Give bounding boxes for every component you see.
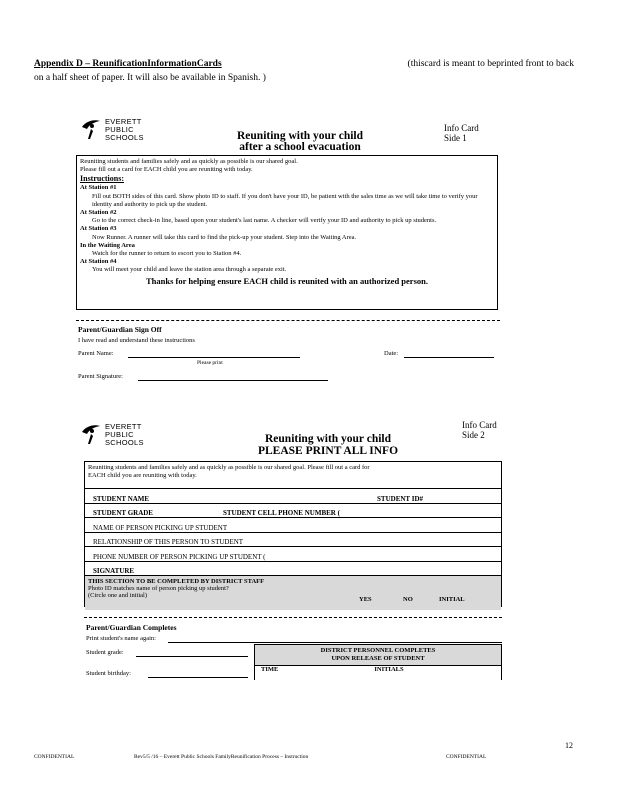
- cut-line-2: [84, 617, 502, 618]
- initials-field[interactable]: INITIALS: [374, 666, 404, 673]
- relationship-row[interactable]: [85, 533, 501, 548]
- eps-logo: [80, 117, 144, 143]
- footer-right: CONFIDENTIAL: [446, 754, 487, 760]
- student-grade-label-2: Student grade:: [86, 649, 124, 656]
- parent-name-label: Parent Name:: [78, 350, 114, 357]
- station4-heading: At Station #4: [80, 258, 117, 266]
- card2-side-label: Info Card Side 2: [462, 420, 497, 440]
- logo-text-1: EVERETT: [105, 422, 142, 431]
- card1-side-label: Info Card Side 1: [444, 123, 479, 143]
- card2-title: Reuniting with your child PLEASE PRINT ALL INFO: [257, 433, 399, 457]
- student-birthday-field[interactable]: [148, 677, 248, 678]
- district-completes-1: DISTRICT PERSONNEL COMPLETES: [320, 647, 436, 654]
- intro-note-line2: on a half sheet of paper. It will also be available in Spanish. ): [34, 73, 266, 83]
- circle-instruction: (Circle one and initial): [88, 592, 148, 599]
- picking-up-row[interactable]: [85, 518, 501, 533]
- appendix-label: Appendix D – ReunificationInformationCards: [34, 59, 222, 69]
- student-birthday-label: Student birthday:: [86, 670, 131, 677]
- station4-text: You will meet your child and leave the station area through a separate exit.: [92, 266, 287, 274]
- name-again-field[interactable]: [168, 642, 502, 643]
- signature-label: SIGNATURE: [93, 567, 135, 575]
- eps-logo-2: [80, 422, 144, 448]
- signoff-text: I have read and understand these instructions: [78, 337, 195, 344]
- phone-row[interactable]: [85, 547, 501, 562]
- student-name-row[interactable]: [85, 489, 501, 504]
- district-release-box: [254, 644, 502, 680]
- station2-text: Go to the correct check-in line, based upon your student's last name. A checker will verify your ID and authority to pick up students.: [92, 217, 437, 225]
- time-field[interactable]: TIME: [261, 666, 279, 673]
- station1-heading: At Station #1: [80, 184, 117, 192]
- district-completes-2: UPON RELEASE OF STUDENT: [331, 655, 425, 662]
- picking-up-label: NAME OF PERSON PICKING UP STUDENT: [93, 523, 228, 532]
- logo-text-3: SCHOOLS: [105, 133, 144, 142]
- cut-line: [76, 320, 500, 321]
- station2-heading: At Station #2: [80, 209, 117, 217]
- date-field[interactable]: [404, 357, 494, 358]
- signature-row[interactable]: [85, 562, 501, 577]
- station3-text: Now Runner. A runner will take this card to find the pick-up your student. Step into the Waiting Area.: [92, 233, 357, 241]
- footer-left: CONFIDENTIAL: [34, 754, 75, 760]
- card2-form-box: [84, 461, 502, 607]
- student-grade-field[interactable]: [136, 656, 248, 657]
- district-heading: THIS SECTION TO BE COMPLETED BY DISTRICT STAFF: [88, 578, 265, 585]
- please-print-hint: Please print: [197, 360, 223, 366]
- waiting-text: Watch for the runner to return to escort you to Station #4.: [92, 250, 242, 258]
- yes-option[interactable]: YES: [359, 596, 372, 603]
- parent-completes-heading: Parent/Guardian Completes: [86, 623, 177, 632]
- card1-lead1: Reuniting students and families safely and as quickly as possible is our shared goal.: [80, 158, 298, 165]
- date-label: Date:: [384, 350, 399, 357]
- page-number: 12: [565, 741, 573, 750]
- signoff-heading: Parent/Guardian Sign Off: [78, 325, 162, 334]
- station1-text: Fill out BOTH sides of this card. Show photo ID to staff. If you don't have your ID, be patient with the sales time as we will take time to verify your identity and authority to pick up the student.: [92, 192, 478, 208]
- parent-name-field[interactable]: [128, 357, 300, 358]
- parent-signature-field[interactable]: [138, 380, 328, 381]
- photo-id-question: Photo ID matches name of person picking up student?: [88, 585, 229, 592]
- eps-logo-swoosh-icon: [80, 422, 102, 448]
- eps-logo-swoosh-icon: [80, 117, 102, 143]
- intro-note-line1: (thiscard is meant to beprinted front to back: [407, 59, 574, 69]
- initial-field[interactable]: INITIAL: [439, 596, 465, 603]
- intro-note: [34, 57, 574, 85]
- waiting-heading: In the Waiting Area: [80, 241, 135, 249]
- logo-text-2: PUBLIC: [105, 125, 134, 134]
- card1-instructions-box: [76, 155, 498, 310]
- logo-text-1: EVERETT: [105, 117, 142, 126]
- parent-signature-label: Parent Signature:: [78, 373, 123, 380]
- logo-text-2: PUBLIC: [105, 430, 134, 439]
- card1-thanks: Thanks for helping ensure EACH child is reunited with an authorized person.: [146, 275, 428, 286]
- student-grade-label: STUDENT GRADE: [93, 509, 153, 517]
- footer-middle: Rev5/5 /16 – Everett Public Schools FamilyReunification Process – Instruction: [134, 754, 309, 760]
- no-option[interactable]: NO: [403, 596, 413, 603]
- card1-lead2: Please fill out a card for EACH child you are reuniting with today.: [80, 166, 253, 174]
- station3-heading: At Station #3: [80, 225, 117, 233]
- district-section: [85, 576, 501, 610]
- student-cell-label: STUDENT CELL PHONE NUMBER (: [222, 509, 340, 517]
- instructions-heading: Instructions:: [80, 174, 125, 184]
- logo-text-3: SCHOOLS: [105, 438, 144, 447]
- phone-label: PHONE NUMBER OF PERSON PICKING UP STUDENT (: [93, 552, 266, 561]
- card1-title: Reuniting with your child after a school evacuation: [237, 130, 363, 153]
- student-id-label: STUDENT ID#: [377, 494, 423, 503]
- student-name-label: STUDENT NAME: [93, 494, 150, 503]
- student-grade-row[interactable]: [85, 504, 501, 519]
- card2-lead: Reuniting students and families safely and as quickly as possible is our shared goal. Please fill out a card for EACH child you are reuniting with today.: [85, 462, 501, 489]
- relationship-label: RELATIONSHIP OF THIS PERSON TO STUDENT: [93, 538, 244, 546]
- name-again-label: Print student's name again:: [86, 635, 156, 642]
